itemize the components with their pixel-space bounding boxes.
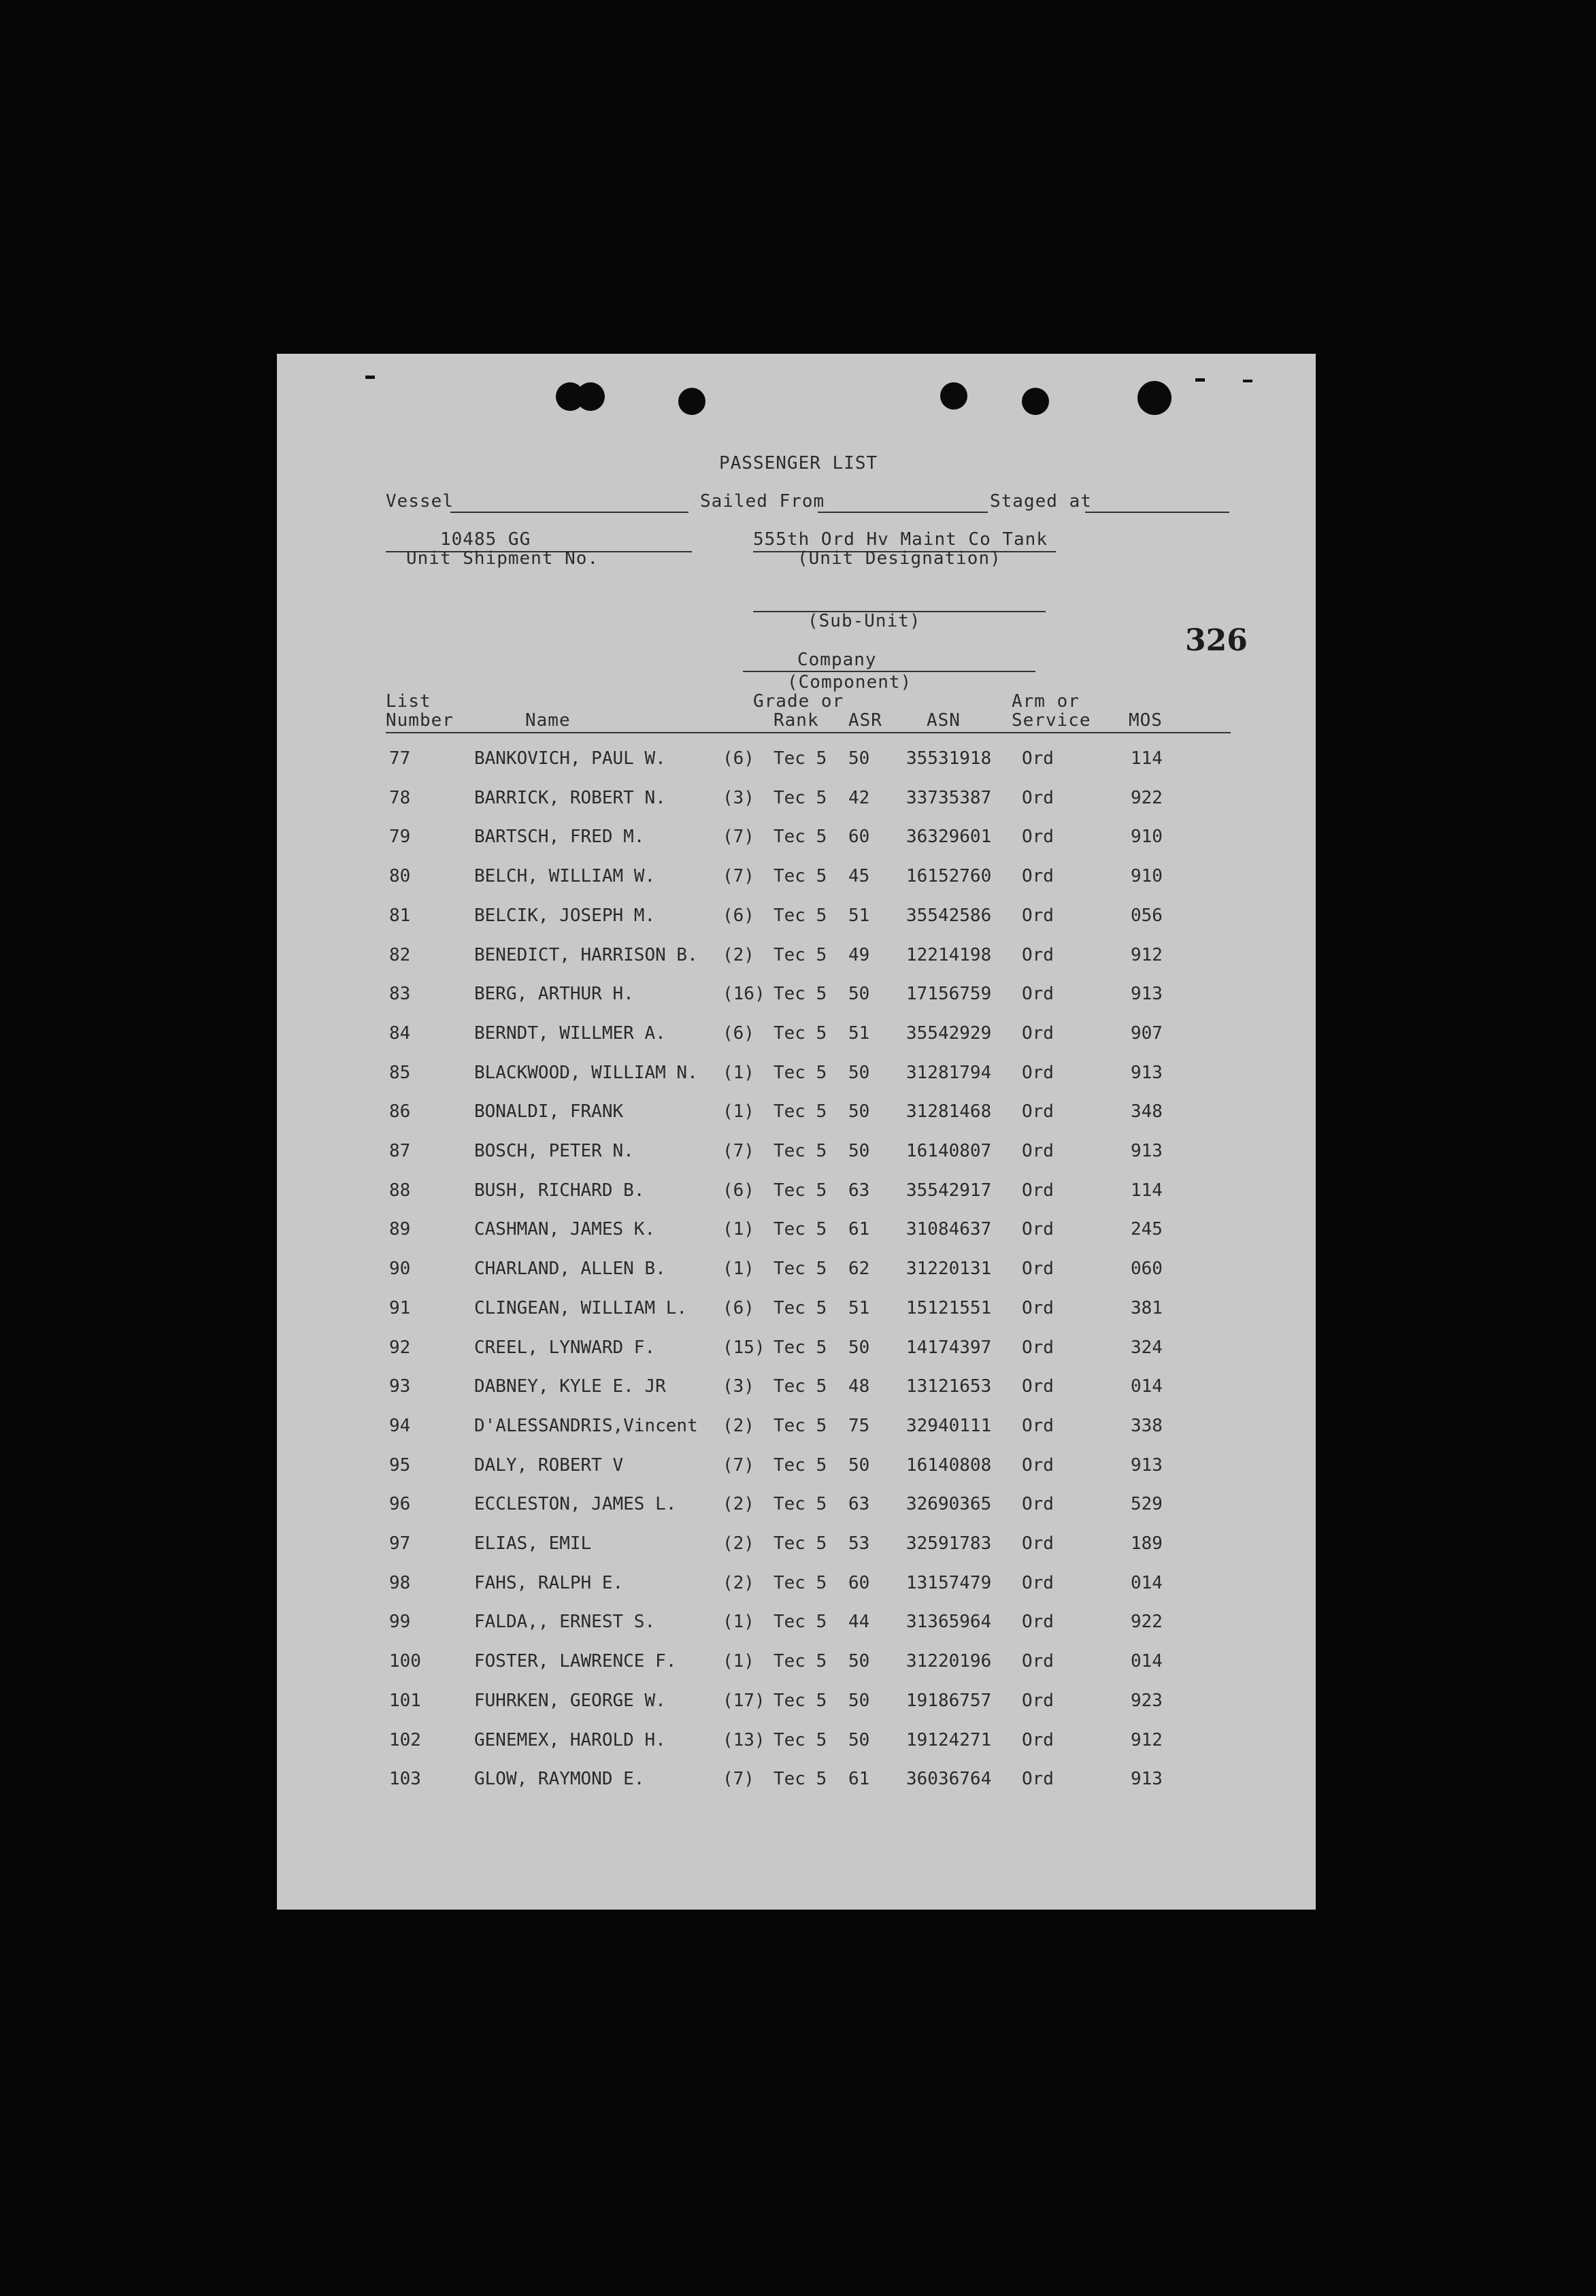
table-row xyxy=(277,945,1316,972)
list-number: 99 xyxy=(389,1612,411,1633)
mos: 913 xyxy=(1131,1062,1163,1083)
arm-or-service: Ord xyxy=(1022,1180,1054,1201)
arm-or-service: Ord xyxy=(1022,1259,1054,1280)
asn: 31281468 xyxy=(906,1101,992,1122)
grade-code: (2) xyxy=(722,944,754,965)
asr: 62 xyxy=(848,1259,870,1280)
asn: 12214198 xyxy=(906,944,992,965)
passenger-name: CHARLAND, ALLEN B. xyxy=(474,1259,666,1280)
table-row xyxy=(277,1691,1316,1718)
grade-code: (13) xyxy=(722,1729,765,1750)
table-row xyxy=(277,1376,1316,1403)
arm-or-service: Ord xyxy=(1022,1494,1054,1515)
mos: 348 xyxy=(1131,1101,1163,1122)
table-row xyxy=(277,1533,1316,1561)
mos: 060 xyxy=(1131,1259,1163,1280)
mos: 912 xyxy=(1131,944,1163,965)
passenger-name: ECCLESTON, JAMES L. xyxy=(474,1494,677,1515)
passenger-name: BELCIK, JOSEPH M. xyxy=(474,905,656,926)
rank: Tec 5 xyxy=(774,944,827,965)
arm-or-service: Ord xyxy=(1022,984,1054,1005)
list-number: 100 xyxy=(389,1651,421,1672)
unit-designation: 555th Ord Hv Maint Co Tank xyxy=(753,529,1048,550)
asr: 50 xyxy=(848,1337,870,1358)
arm-or-service: Ord xyxy=(1022,1572,1054,1593)
grade-code: (17) xyxy=(722,1690,765,1711)
passenger-name: BERG, ARTHUR H. xyxy=(474,984,634,1005)
asr: 60 xyxy=(848,1572,870,1593)
grade-code: (2) xyxy=(722,1533,754,1554)
table-row xyxy=(277,1494,1316,1521)
list-number: 87 xyxy=(389,1141,411,1161)
asn: 15121551 xyxy=(906,1297,992,1318)
passenger-name: GENEMEX, HAROLD H. xyxy=(474,1729,666,1750)
grade-code: (2) xyxy=(722,1415,754,1436)
staged-at-label: Staged at xyxy=(990,491,1092,512)
list-number: 98 xyxy=(389,1572,411,1593)
rank: Tec 5 xyxy=(774,1415,827,1436)
mos: 913 xyxy=(1131,984,1163,1005)
mos: 922 xyxy=(1131,1612,1163,1633)
asr: 75 xyxy=(848,1415,870,1436)
punch-hole xyxy=(1137,381,1171,415)
rank: Tec 5 xyxy=(774,1612,827,1633)
asr: 50 xyxy=(848,984,870,1005)
mos: 014 xyxy=(1131,1651,1163,1672)
passenger-name: BUSH, RICHARD B. xyxy=(474,1180,645,1201)
col-grade-2: Rank xyxy=(774,710,819,731)
arm-or-service: Ord xyxy=(1022,866,1054,887)
table-row xyxy=(277,1612,1316,1639)
mos: 910 xyxy=(1131,827,1163,848)
asr: 51 xyxy=(848,1297,870,1318)
passenger-name: CREEL, LYNWARD F. xyxy=(474,1337,656,1358)
col-name: Name xyxy=(525,710,571,731)
list-number: 94 xyxy=(389,1415,411,1436)
list-number: 81 xyxy=(389,905,411,926)
asr: 49 xyxy=(848,944,870,965)
arm-or-service: Ord xyxy=(1022,1062,1054,1083)
rank: Tec 5 xyxy=(774,1022,827,1044)
mos: 923 xyxy=(1131,1690,1163,1711)
grade-code: (7) xyxy=(722,866,754,887)
rank: Tec 5 xyxy=(774,1533,827,1554)
passenger-name: DABNEY, KYLE E. JR xyxy=(474,1376,666,1397)
mos: 338 xyxy=(1131,1415,1163,1436)
table-row xyxy=(277,1337,1316,1365)
arm-or-service: Ord xyxy=(1022,827,1054,848)
mos: 529 xyxy=(1131,1494,1163,1515)
asr: 51 xyxy=(848,905,870,926)
rank: Tec 5 xyxy=(774,1729,827,1750)
arm-or-service: Ord xyxy=(1022,1651,1054,1672)
arm-or-service: Ord xyxy=(1022,1337,1054,1358)
rank: Tec 5 xyxy=(774,1337,827,1358)
list-number: 84 xyxy=(389,1022,411,1044)
list-number: 80 xyxy=(389,866,411,887)
mos: 245 xyxy=(1131,1219,1163,1240)
passenger-name: ELIAS, EMIL xyxy=(474,1533,592,1554)
mos: 910 xyxy=(1131,866,1163,887)
asn: 32591783 xyxy=(906,1533,992,1554)
arm-or-service: Ord xyxy=(1022,944,1054,965)
grade-code: (6) xyxy=(722,1180,754,1201)
table-row xyxy=(277,984,1316,1011)
passenger-name: BONALDI, FRANK xyxy=(474,1101,624,1122)
mos: 912 xyxy=(1131,1729,1163,1750)
rank: Tec 5 xyxy=(774,866,827,887)
passenger-name: BARTSCH, FRED M. xyxy=(474,827,645,848)
rank: Tec 5 xyxy=(774,1297,827,1318)
punch-hole xyxy=(576,382,605,411)
rank: Tec 5 xyxy=(774,984,827,1005)
passenger-name: FOSTER, LAWRENCE F. xyxy=(474,1651,677,1672)
list-number: 103 xyxy=(389,1769,421,1790)
asr: 53 xyxy=(848,1533,870,1554)
grade-code: (6) xyxy=(722,905,754,926)
table-row xyxy=(277,827,1316,854)
list-number: 95 xyxy=(389,1454,411,1476)
mos: 014 xyxy=(1131,1376,1163,1397)
asn: 36036764 xyxy=(906,1769,992,1790)
grade-code: (7) xyxy=(722,1454,754,1476)
arm-or-service: Ord xyxy=(1022,1219,1054,1240)
grade-code: (15) xyxy=(722,1337,765,1358)
passenger-name: GLOW, RAYMOND E. xyxy=(474,1769,645,1790)
asn: 13157479 xyxy=(906,1572,992,1593)
col-arm-2: Service xyxy=(1012,710,1091,731)
asn: 16140808 xyxy=(906,1454,992,1476)
table-row xyxy=(277,1101,1316,1129)
rank: Tec 5 xyxy=(774,787,827,808)
mos: 014 xyxy=(1131,1572,1163,1593)
grade-code: (6) xyxy=(722,748,754,769)
component-label: (Component) xyxy=(787,672,912,693)
asr: 50 xyxy=(848,1651,870,1672)
grade-code: (2) xyxy=(722,1572,754,1593)
mos: 913 xyxy=(1131,1769,1163,1790)
asr: 48 xyxy=(848,1376,870,1397)
rank: Tec 5 xyxy=(774,1494,827,1515)
list-number: 97 xyxy=(389,1533,411,1554)
asr: 51 xyxy=(848,1022,870,1044)
grade-code: (1) xyxy=(722,1219,754,1240)
asn: 31365964 xyxy=(906,1612,992,1633)
asn: 35542917 xyxy=(906,1180,992,1201)
unit-shipment-label: Unit Shipment No. xyxy=(406,548,599,569)
header-rule xyxy=(386,732,1231,733)
list-number: 82 xyxy=(389,944,411,965)
mos: 907 xyxy=(1131,1022,1163,1044)
rank: Tec 5 xyxy=(774,1062,827,1083)
asr: 60 xyxy=(848,827,870,848)
ink-speck xyxy=(1243,380,1252,382)
list-number: 85 xyxy=(389,1062,411,1083)
passenger-name: FUHRKEN, GEORGE W. xyxy=(474,1690,666,1711)
table-row xyxy=(277,1023,1316,1050)
mos: 056 xyxy=(1131,905,1163,926)
grade-code: (1) xyxy=(722,1651,754,1672)
col-asn: ASN xyxy=(927,710,961,731)
grade-code: (7) xyxy=(722,1141,754,1161)
grade-code: (6) xyxy=(722,1022,754,1044)
asr: 61 xyxy=(848,1769,870,1790)
list-number: 92 xyxy=(389,1337,411,1358)
passenger-name: CASHMAN, JAMES K. xyxy=(474,1219,656,1240)
asn: 31220196 xyxy=(906,1651,992,1672)
asr: 63 xyxy=(848,1494,870,1515)
mos: 922 xyxy=(1131,787,1163,808)
arm-or-service: Ord xyxy=(1022,1415,1054,1436)
rank: Tec 5 xyxy=(774,827,827,848)
col-arm: Arm or xyxy=(1012,691,1080,712)
sailed-from-blank xyxy=(818,512,988,513)
grade-code: (2) xyxy=(722,1494,754,1515)
arm-or-service: Ord xyxy=(1022,1729,1054,1750)
passenger-name: BELCH, WILLIAM W. xyxy=(474,866,656,887)
grade-code: (1) xyxy=(722,1612,754,1633)
asn: 35542929 xyxy=(906,1022,992,1044)
arm-or-service: Ord xyxy=(1022,1141,1054,1161)
col-asr: ASR xyxy=(848,710,882,731)
table-row xyxy=(277,1259,1316,1286)
asn: 35531918 xyxy=(906,748,992,769)
asr: 61 xyxy=(848,1219,870,1240)
col-list-number: List xyxy=(386,691,431,712)
asn: 31220131 xyxy=(906,1259,992,1280)
mos: 381 xyxy=(1131,1297,1163,1318)
ink-speck xyxy=(365,376,375,379)
asr: 50 xyxy=(848,1141,870,1161)
grade-code: (1) xyxy=(722,1259,754,1280)
asn: 16152760 xyxy=(906,866,992,887)
rank: Tec 5 xyxy=(774,1219,827,1240)
asr: 50 xyxy=(848,1101,870,1122)
passenger-name: BOSCH, PETER N. xyxy=(474,1141,634,1161)
list-number: 101 xyxy=(389,1690,421,1711)
table-row xyxy=(277,866,1316,893)
passenger-name: DALY, ROBERT V xyxy=(474,1454,624,1476)
vessel-label: Vessel xyxy=(386,491,454,512)
asr: 50 xyxy=(848,1062,870,1083)
list-number: 93 xyxy=(389,1376,411,1397)
grade-code: (16) xyxy=(722,984,765,1005)
ink-speck xyxy=(1195,378,1205,382)
punch-hole xyxy=(678,388,705,415)
rank: Tec 5 xyxy=(774,1101,827,1122)
sub-unit-label: (Sub-Unit) xyxy=(808,611,921,631)
asn: 33735387 xyxy=(906,787,992,808)
col-grade: Grade or xyxy=(753,691,844,712)
arm-or-service: Ord xyxy=(1022,1533,1054,1554)
grade-code: (3) xyxy=(722,1376,754,1397)
arm-or-service: Ord xyxy=(1022,1022,1054,1044)
rank: Tec 5 xyxy=(774,1141,827,1161)
asr: 45 xyxy=(848,866,870,887)
asn: 32940111 xyxy=(906,1415,992,1436)
rank: Tec 5 xyxy=(774,1259,827,1280)
asr: 63 xyxy=(848,1180,870,1201)
list-number: 102 xyxy=(389,1729,421,1750)
punch-hole xyxy=(940,382,967,410)
asn: 19186757 xyxy=(906,1690,992,1711)
rank: Tec 5 xyxy=(774,1690,827,1711)
grade-code: (7) xyxy=(722,1769,754,1790)
rank: Tec 5 xyxy=(774,1454,827,1476)
asn: 19124271 xyxy=(906,1729,992,1750)
table-row xyxy=(277,1651,1316,1678)
list-number: 86 xyxy=(389,1101,411,1122)
asn: 32690365 xyxy=(906,1494,992,1515)
list-number: 90 xyxy=(389,1259,411,1280)
asr: 50 xyxy=(848,1454,870,1476)
rank: Tec 5 xyxy=(774,1180,827,1201)
list-number: 88 xyxy=(389,1180,411,1201)
punch-hole xyxy=(1022,388,1049,415)
vessel-blank xyxy=(450,512,688,513)
asr: 50 xyxy=(848,1690,870,1711)
arm-or-service: Ord xyxy=(1022,1376,1054,1397)
rank: Tec 5 xyxy=(774,1769,827,1790)
mos: 114 xyxy=(1131,1180,1163,1201)
list-number: 96 xyxy=(389,1494,411,1515)
arm-or-service: Ord xyxy=(1022,1690,1054,1711)
passenger-name: BLACKWOOD, WILLIAM N. xyxy=(474,1062,698,1083)
col-list-number-2: Number xyxy=(386,710,454,731)
unit-shipment-number: 10485 GG xyxy=(440,529,531,550)
asr: 44 xyxy=(848,1612,870,1633)
grade-code: (1) xyxy=(722,1101,754,1122)
rank: Tec 5 xyxy=(774,1572,827,1593)
list-number: 83 xyxy=(389,984,411,1005)
passenger-name: BENEDICT, HARRISON B. xyxy=(474,944,698,965)
arm-or-service: Ord xyxy=(1022,787,1054,808)
passenger-name: BANKOVICH, PAUL W. xyxy=(474,748,666,769)
arm-or-service: Ord xyxy=(1022,1769,1054,1790)
asn: 13121653 xyxy=(906,1376,992,1397)
asn: 35542586 xyxy=(906,905,992,926)
mos: 324 xyxy=(1131,1337,1163,1358)
mos: 114 xyxy=(1131,748,1163,769)
list-number: 91 xyxy=(389,1297,411,1318)
arm-or-service: Ord xyxy=(1022,1101,1054,1122)
asr: 42 xyxy=(848,787,870,808)
passenger-name: BARRICK, ROBERT N. xyxy=(474,787,666,808)
grade-code: (6) xyxy=(722,1297,754,1318)
grade-code: (3) xyxy=(722,787,754,808)
list-number: 77 xyxy=(389,748,411,769)
arm-or-service: Ord xyxy=(1022,1454,1054,1476)
arm-or-service: Ord xyxy=(1022,1297,1054,1318)
arm-or-service: Ord xyxy=(1022,1612,1054,1633)
asr: 50 xyxy=(848,1729,870,1750)
arm-or-service: Ord xyxy=(1022,748,1054,769)
table-row xyxy=(277,748,1316,776)
mos: 189 xyxy=(1131,1533,1163,1554)
rank: Tec 5 xyxy=(774,905,827,926)
rank: Tec 5 xyxy=(774,748,827,769)
arm-or-service: Ord xyxy=(1022,905,1054,926)
table-row xyxy=(277,1769,1316,1796)
asn: 17156759 xyxy=(906,984,992,1005)
passenger-name: CLINGEAN, WILLIAM L. xyxy=(474,1297,688,1318)
mos: 913 xyxy=(1131,1454,1163,1476)
sailed-from-label: Sailed From xyxy=(700,491,825,512)
table-row xyxy=(277,1063,1316,1090)
table-row xyxy=(277,788,1316,815)
col-mos: MOS xyxy=(1129,710,1163,731)
table-row xyxy=(277,1455,1316,1482)
passenger-name: BERNDT, WILLMER A. xyxy=(474,1022,666,1044)
company-label: Company xyxy=(797,650,877,670)
passenger-name: D'ALESSANDRIS,Vincent xyxy=(474,1415,698,1436)
rank: Tec 5 xyxy=(774,1651,827,1672)
staged-at-blank xyxy=(1085,512,1229,513)
table-row xyxy=(277,1416,1316,1443)
asn: 31084637 xyxy=(906,1219,992,1240)
page-number: 326 xyxy=(1185,623,1248,658)
table-row xyxy=(277,1180,1316,1208)
table-row xyxy=(277,1730,1316,1757)
unit-designation-label: (Unit Designation) xyxy=(797,548,1001,569)
table-row xyxy=(277,1219,1316,1246)
asr: 50 xyxy=(848,748,870,769)
asn: 16140807 xyxy=(906,1141,992,1161)
table-row xyxy=(277,1141,1316,1168)
passenger-name: FAHS, RALPH E. xyxy=(474,1572,624,1593)
table-row xyxy=(277,1298,1316,1325)
table-row xyxy=(277,1573,1316,1600)
asn: 36329601 xyxy=(906,827,992,848)
list-number: 79 xyxy=(389,827,411,848)
table-row xyxy=(277,905,1316,933)
mos: 913 xyxy=(1131,1141,1163,1161)
asn: 14174397 xyxy=(906,1337,992,1358)
asn: 31281794 xyxy=(906,1062,992,1083)
grade-code: (1) xyxy=(722,1062,754,1083)
passenger-name: FALDA,, ERNEST S. xyxy=(474,1612,656,1633)
form-title: PASSENGER LIST xyxy=(719,453,878,473)
list-number: 78 xyxy=(389,787,411,808)
passenger-list-sheet xyxy=(277,354,1316,1910)
rank: Tec 5 xyxy=(774,1376,827,1397)
list-number: 89 xyxy=(389,1219,411,1240)
grade-code: (7) xyxy=(722,827,754,848)
